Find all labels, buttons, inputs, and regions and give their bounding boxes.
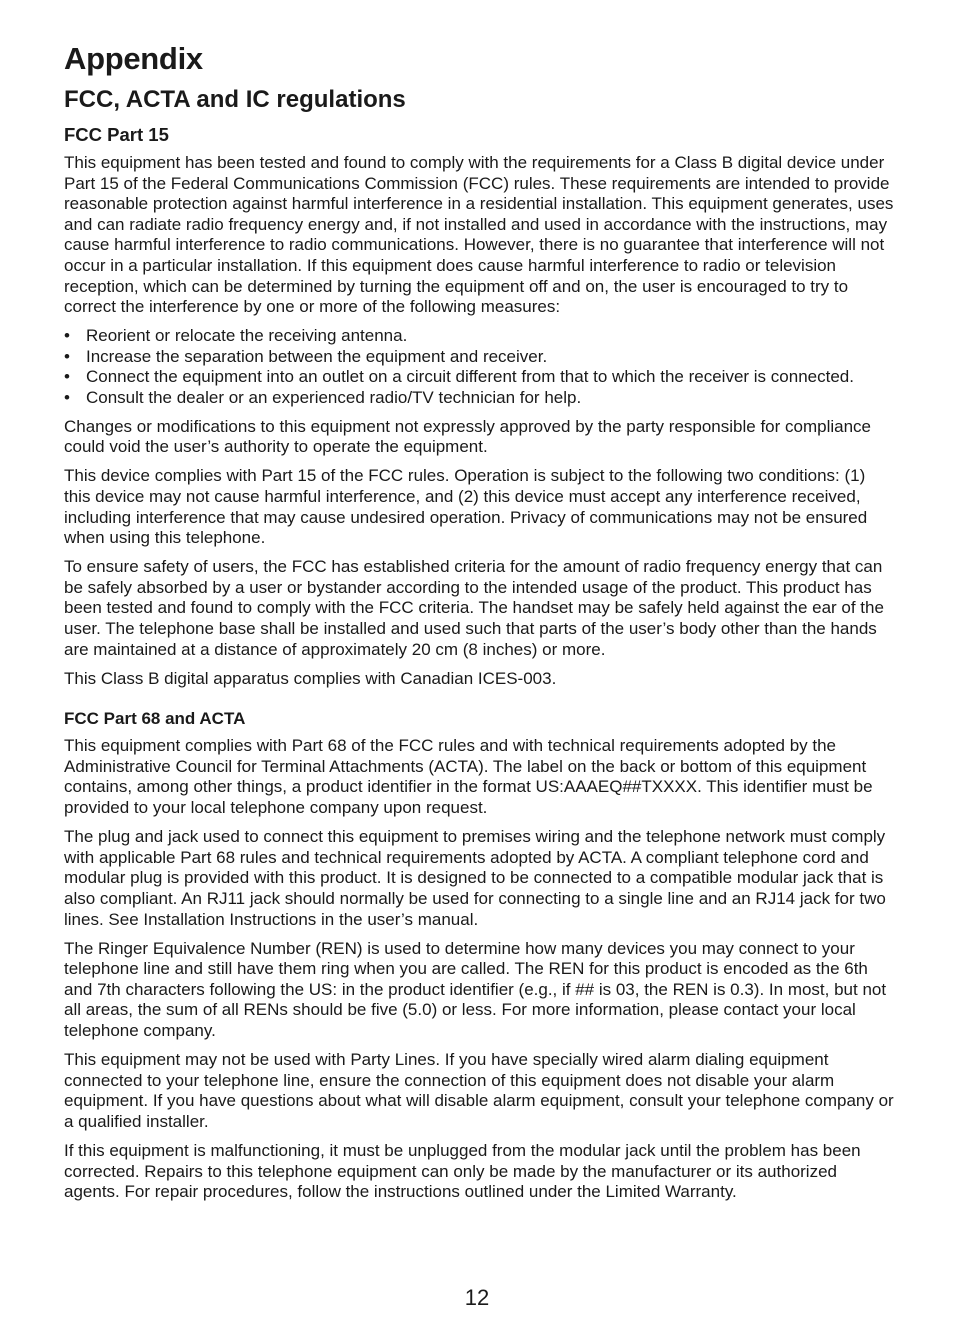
fcc-part-15-heading: FCC Part 15 (64, 124, 169, 145)
section-title: FCC, ACTA and IC regulations (64, 86, 406, 113)
part-68-compliance-paragraph: This equipment complies with Part 68 of the FCC rules and with technical requirements adopted by the Administrative Council for Terminal Attachments (ACTA). The label on the back or bottom of this equipment contains, among other things, a product identifier in the format US:AAAEQ##TXXXX. This identifier must be provided to your local telephone company upon request. (64, 736, 873, 818)
compliance-conditions-paragraph: This device complies with Part 15 of the FCC rules. Operation is subject to the following two conditions: (1) this device may not cause harmful interference, and (2) this device must accept any interference received, including interference that may cause undesired operation. Privacy of communications may not be ensured when using this telephone. (64, 466, 868, 548)
list-item-text: Increase the separation between the equipment and receiver. (86, 346, 548, 366)
malfunction-paragraph: If this equipment is malfunctioning, it must be unplugged from the modular jack until the problem has been corrected. Repairs to this telephone equipment can only be made by the manufacturer or its authorized agents. For repair procedures, follow the instructions outlined under the Limited Warranty. (64, 1140, 861, 1202)
fcc-part-15-intro-paragraph: This equipment has been tested and found to comply with the requirements for a Class B digital device under Part 15 of the Federal Communications Commission (FCC) rules. These requirements are intended to provide reasonable protection against harmful interference in a residential installation. This equipment generates, uses and can radiate radio frequency energy and, if not installed and used in accordance with the instructions, may cause harmful interference to radio communications. However, there is no guarantee that interference will not occur in a particular installation. If this equipment does cause harmful interference to radio or television reception, which can be determined by turning the equipment off and on, the user is encouraged to try to correct the interference by one or more of the following measures: (64, 153, 894, 317)
list-item (64, 347, 894, 368)
bullet-marker: • (64, 326, 70, 346)
page-title: Appendix (64, 41, 203, 76)
list-item-text: Consult the dealer or an experienced radio/TV technician for help. (86, 388, 582, 408)
bullet-marker: • (64, 388, 70, 408)
list-item (64, 367, 894, 388)
document-page (64, 38, 894, 1211)
bullet-marker: • (64, 367, 70, 387)
ren-paragraph: The Ringer Equivalence Number (REN) is used to determine how many devices you may connect to your telephone line and still have them ring when you are called. The REN for this product is encoded as the 6th and 7th characters following the US: in the product identifier (e.g., if ## is 03, the REN is 0.3). In most, but not all areas, the sum of all RENs should be five (5.0) or less. For more information, please contact your local telephone company. (64, 938, 887, 1040)
ices-paragraph: This Class B digital apparatus complies with Canadian ICES-003. (64, 668, 557, 688)
list-item (64, 326, 894, 347)
bullet-marker: • (64, 346, 70, 366)
plug-and-jack-paragraph: The plug and jack used to connect this equipment to premises wiring and the telephone network must comply with applicable Part 68 rules and technical requirements adopted by ACTA. A compliant telephone cord and modular plug is provided with this product. It is designed to be connected to a compatible modular jack that is also compliant. An RJ11 jack should normally be used for connecting to a single line and an RJ14 jack for two lines. See Installation Instructions in the user’s manual. (64, 827, 886, 929)
page-number: 12 (464, 1285, 490, 1310)
list-item-text: Connect the equipment into an outlet on a circuit different from that to which the receiver is connected. (86, 367, 854, 387)
list-item (64, 388, 894, 409)
list-item-text: Reorient or relocate the receiving antenna. (86, 326, 408, 346)
fcc-part-68-heading: FCC Part 68 and ACTA (64, 709, 246, 729)
modifications-paragraph: Changes or modifications to this equipment not expressly approved by the party responsible for compliance could void the user’s authority to operate the equipment. (64, 416, 871, 457)
rf-safety-paragraph: To ensure safety of users, the FCC has established criteria for the amount of radio frequency energy that can be safely absorbed by a user or bystander according to the intended usage of the product. This product has been tested and found to comply with the FCC criteria. The handset may be safely held against the ear of the user. The telephone base shall be installed and used such that parts of the user’s body other than the hands are maintained at a distance of approximately 20 cm (8 inches) or more. (64, 557, 884, 659)
party-lines-paragraph: This equipment may not be used with Party Lines. If you have specially wired alarm dialing equipment connected to your telephone line, ensure the connection of this equipment does not disable your alarm equipment. If you have questions about what will disable alarm equipment, consult your telephone company or a qualified installer. (64, 1050, 894, 1131)
interference-measures-list (64, 326, 894, 408)
